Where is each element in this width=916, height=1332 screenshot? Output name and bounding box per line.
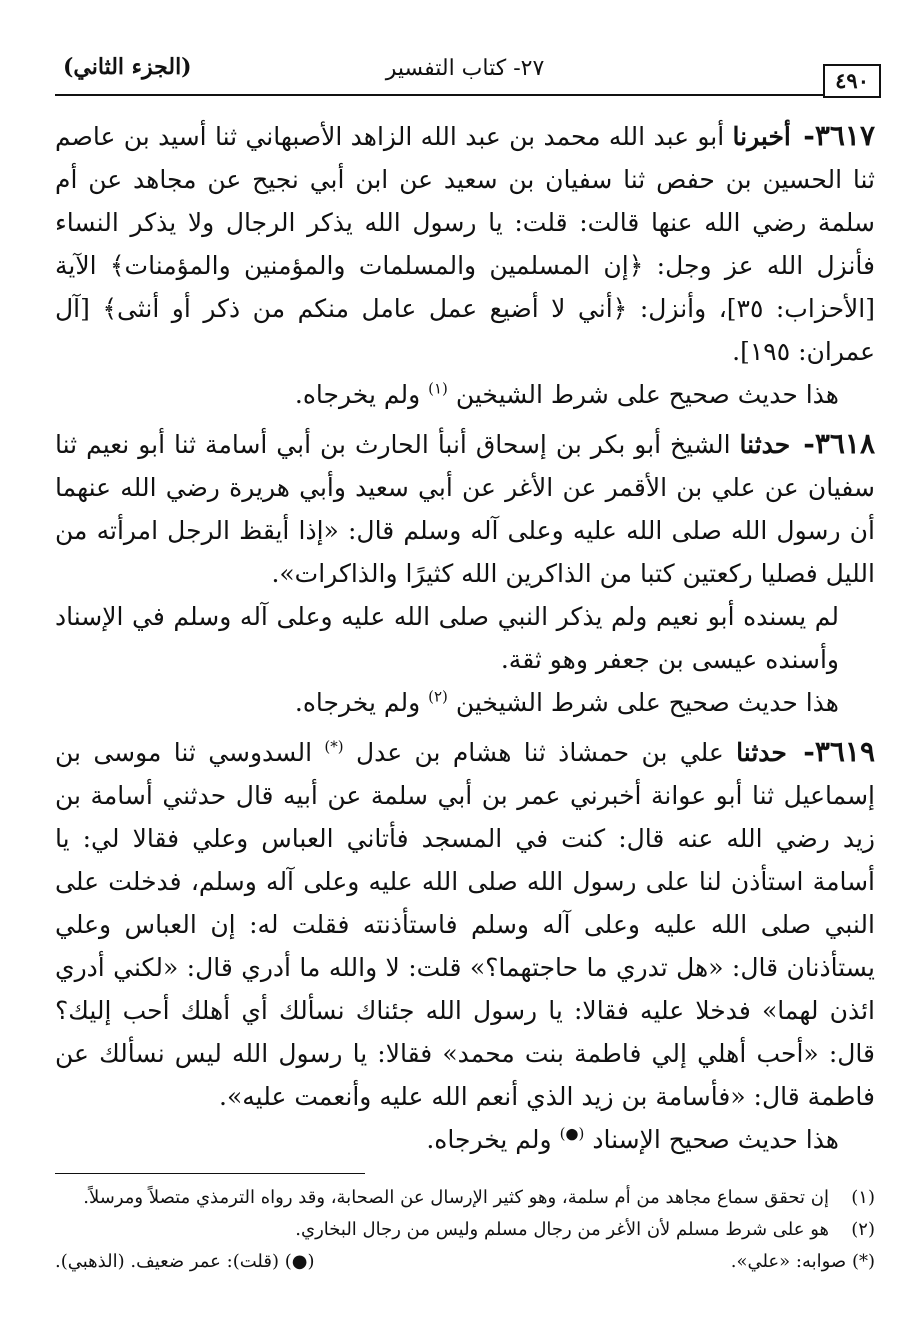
correction-text: صوابه: «علي». [730,1251,847,1272]
hadith-verdict [55,1118,875,1161]
footnote-marker: (٢) [428,687,448,706]
correction-note [475,1248,875,1276]
correction-marker: (*) [851,1251,875,1272]
dhahabi-text: (قلت): عمر ضعيف. (الذهبي). [55,1251,279,1272]
verdict-tail: ولم يخرجاه. [294,380,421,409]
footnote-number: (٢) [851,1219,875,1240]
hadith-text [55,422,875,595]
footnote-divider [55,1173,365,1174]
verdict-text: هذا حديث صحيح على شرط الشيخين [455,688,839,717]
narration-lead: حدثنا [736,738,787,767]
footnote-marker: (●) [559,1124,585,1143]
main-text [55,96,875,1161]
hadith-number: ٣٦١٧- [803,119,875,152]
footnotes [55,1184,875,1276]
verdict-tail: ولم يخرجاه. [294,688,421,717]
correction-marker: (*) [324,737,344,756]
dhahabi-marker: (●) [284,1251,315,1272]
hadith-verdict [55,373,875,416]
footnote-text: هو على شرط مسلم لأن الأغر من رجال مسلم وليس من رجال البخاري. [295,1219,829,1240]
chapter-title: ٢٧- كتاب التفسير [385,56,545,81]
hadith-text [55,114,875,373]
verdict-text: هذا حديث صحيح الإسناد [592,1125,839,1154]
book-page [55,42,875,1302]
footnote-number: (١) [851,1187,875,1208]
hadith-number: ٣٦١٨- [803,427,875,460]
page-header [55,42,875,96]
hadith-body: الشيخ أبو بكر بن إسحاق أنبأ الحارث بن أبي أسامة ثنا أبو نعيم ثنا سفيان عن علي بن الأقمر عن الأغر عن أبي سعيد وأبي هريرة رضي الله عنهما أن رسول الله صلى الله عليه وعلى آله وسلم قال: «إذا أيقظ الرجل امرأته من الليل فصليا ركعتين كتبا من الذاكرين الله كثيرًا والذاكرات». [55,430,875,588]
footnote-1 [55,1184,875,1212]
hadith-body-after-marker: السدوسي ثنا موسى بن إسماعيل ثنا أبو عوانة أخبرني عمر بن أبي سلمة عن أبيه قال حدثني أسامة بن زيد رضي الله عنه قال: كنت في المسجد فأتاني العباس وعلي فقالا لي: يا أسامة استأذن لنا على رسول الله صلى الله عليه وعلى آله وسلم، فدخلت على النبي صلى الله عليه وعلى آله وسلم فاستأذنته فقلت له: إن العباس وعلي يستأذنان قال: «هل تدري ما حاجتهما؟» قلت: لا والله ما أدري قال: «لكني أدري ائذن لهما» فدخلا عليه فقالا: يا رسول الله جئناك نسألك أي أهلك أحب إليك؟ قال: «أحب أهلي إلي فاطمة بنت محمد» فقالا: يا رسول الله ليس نسألك عن فاطمة قال: «فأسامة بن زيد الذي أنعم الله عليه وأنعمت عليه». [55,738,875,1111]
narration-lead: أخبرنا [732,122,791,151]
verdict-tail: ولم يخرجاه. [426,1125,552,1154]
hadith-entry-3619 [55,730,875,1161]
hadith-text [55,730,875,1118]
footnote-2 [55,1216,875,1244]
narration-lead: حدثنا [739,430,791,459]
volume-title: (الجزء الثاني) [63,54,192,80]
hadith-body: أبو عبد الله محمد بن عبد الله الزاهد الأصبهاني ثنا أسيد بن عاصم ثنا الحسين بن حفص ثنا سفيان بن سعيد عن ابن أبي نجيح عن مجاهد عن أم سلمة رضي الله عنها قالت: قلت: يا رسول الله يذكر الرجال ولا يذكر النساء فأنزل الله عز وجل: ﴿إن المسلمين والمسلمات والمؤمنين والمؤمنات﴾ الآية [الأحزاب: ٣٥]، وأنزل: ﴿أني لا أضيع عمل عامل منكم من ذكر أو أنثى﴾ [آل عمران: ١٩٥]. [55,122,875,366]
verdict-text: هذا حديث صحيح على شرط الشيخين [455,380,839,409]
hadith-verdict [55,681,875,724]
hadith-body-before-marker: علي بن حمشاذ ثنا هشام بن عدل [355,738,724,767]
footnote-text: إن تحقق سماع مجاهد من أم سلمة، وهو كثير الإرسال عن الصحابة، وقد رواه الترمذي متصلاً ومرسلاً. [83,1187,829,1208]
page-number: ٤٩٠ [823,64,881,98]
hadith-number: ٣٦١٩- [803,735,875,768]
hadith-note: لم يسنده أبو نعيم ولم يذكر النبي صلى الله عليه وعلى آله وسلم في الإسناد وأسنده عيسى بن جعفر وهو ثقة. [55,602,839,674]
footnote-marker: (١) [428,379,448,398]
correction-and-dhahabi-note [55,1248,875,1276]
hadith-entry-3617 [55,114,875,416]
hadith-entry-3618 [55,422,875,724]
dhahabi-note [55,1248,455,1276]
